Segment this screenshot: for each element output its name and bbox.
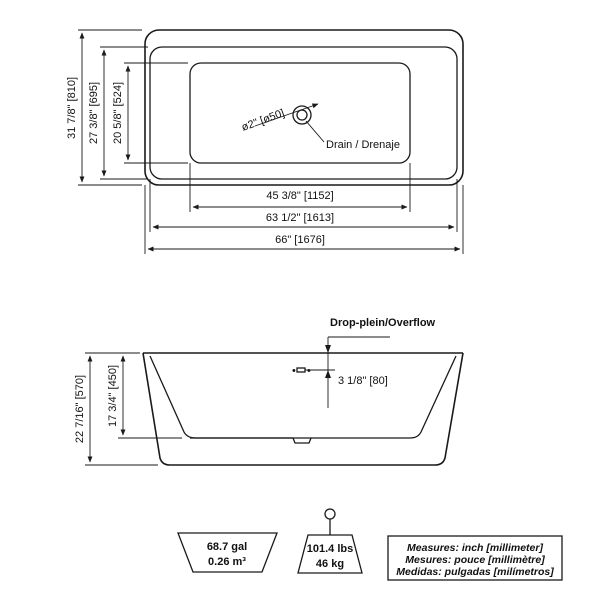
capacity-badge [178,533,277,572]
drain-diameter-label: ø2" [ø50] [239,107,287,134]
measures-en: Measures: inch [millimeter] [407,542,543,554]
svg-text:•: • [292,365,296,377]
capacity-gallons: 68.7 gal [206,541,248,553]
svg-text:•: • [307,365,311,377]
weight-icon [325,509,335,519]
tub-outer-shell [143,353,463,465]
overall-height-label: 22 7/16" [570] [74,374,86,444]
inner-depth-label: 27 3/8" [695] [88,81,100,145]
weight-lbs: 101.4 lbs [306,543,354,555]
drain-label: Drain / Drenaje [326,139,400,151]
weight-badge [298,509,362,573]
measures-fr: Mesures: pouce [millimètre] [405,554,545,566]
overflow-height-label: 3 1/8" [80] [338,375,388,387]
drain-icon [293,106,311,124]
inner-length-label: 63 1/2" [1613] [265,212,335,224]
inner-height-label: 17 3/4" [450] [107,364,119,428]
tub-inner-rim [150,47,457,179]
basin-length-label: 45 3/8" [1152] [266,190,334,202]
overflow-icon [297,368,305,372]
overall-length-label: 66" [1676] [275,234,325,246]
measures-es: Medidas: pulgadas [milímetros] [396,566,554,578]
drain-icon [293,438,311,443]
side-view [74,317,463,465]
capacity-cubic-meters: 0.26 m³ [208,556,246,568]
measures-legend [388,536,562,580]
overflow-label: Drop-plein/Overflow [330,317,436,329]
tub-outer-rim [145,30,463,185]
overall-depth-label: 31 7/8" [810] [66,76,78,140]
weight-kg: 46 kg [315,558,345,570]
basin-depth-label: 20 5/8" [524] [112,81,124,145]
top-view [66,30,463,254]
